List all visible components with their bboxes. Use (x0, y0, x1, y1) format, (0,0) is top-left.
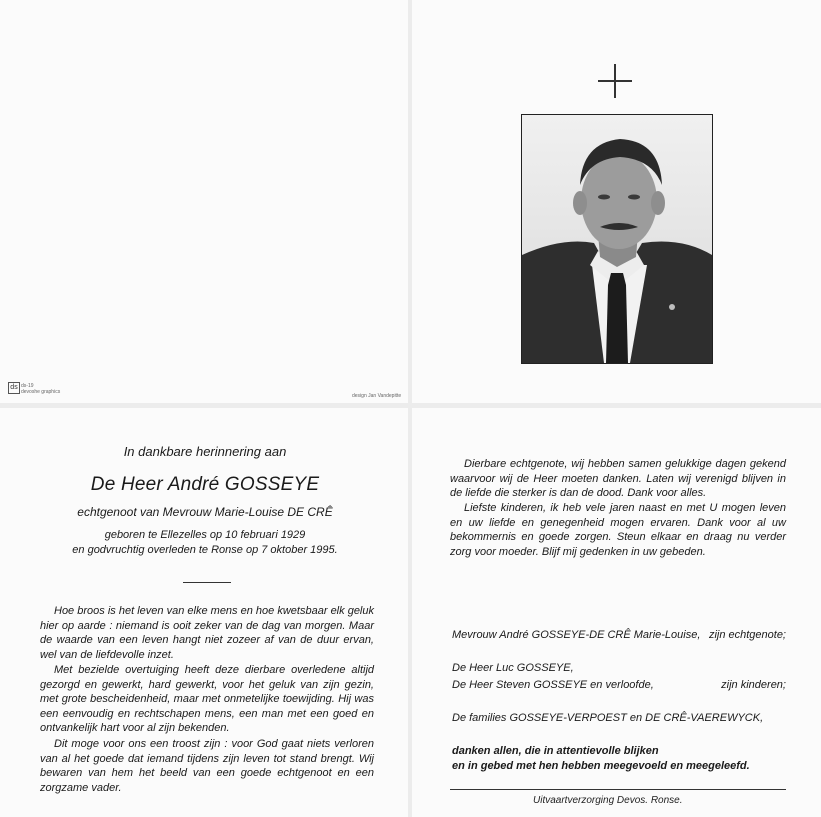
funeral-home: Uitvaartverzorging Devos. Ronse. (533, 795, 683, 806)
death-line: en godvruchtig overleden te Ronse op 7 oktober 1995. (72, 544, 338, 556)
wife-role: zijn echtgenote; (708, 629, 786, 641)
separator-line (450, 789, 786, 790)
memorial-paragraph: Dit moge voor ons een troost zijn : voor God gaat niets verloren van al het goede dat iemand tijdens zijn leven tot stand brengt. Wij bewaren van hem het beeld van een goede echtgenoot en een zorgzame vader. (40, 738, 374, 794)
design-credit: design Jan Vandepitte (352, 393, 402, 399)
farewell-paragraph: Liefste kinderen, ik heb vele jaren naast en met U mogen leven en uw liefde en genegenheid mogen ervaren. Dank voor al uw bekommernis en goede zorgen. Steun elkaar en draag nu verder zorg voor moeder. Blijf mij gedenken in uw gebeden. (450, 502, 786, 558)
families-names: De families GOSSEYE-VERPOEST en DE CRÊ-VAEREWYCK, (452, 712, 764, 724)
printer-logo-icon: ds (8, 382, 20, 394)
child-name: De Heer Luc GOSSEYE, (452, 662, 574, 674)
spouse-line: echtgenoot van Mevrouw Marie-Louise DE CRÊ (77, 505, 333, 519)
birth-line: geboren te Ellezelles op 10 februari 1929 (104, 529, 306, 541)
cross-icon (598, 64, 632, 98)
printer-imprint-line1: ds-19 (21, 383, 34, 389)
memorial-heading: In dankbare herinnering aan (123, 444, 287, 459)
memorial-paragraph: Met bezielde overtuiging heeft deze dierbare overledene altijd gezorgd en gewerkt, hard gewerkt, voor het geluk van zijn gezin, met grote bescheidenheid, maar met onmetelijke toewijding. Hij was een eenvoudig en rechtschapen mens, een man met een goed en ontvankelijk hart voor al zijn bekenden. (40, 664, 374, 735)
portrait-photo (521, 114, 713, 364)
child-name: De Heer Steven GOSSEYE en verloofde, (452, 679, 654, 691)
family-row-child (452, 678, 786, 692)
printer-imprint-line2: devoshe graphics (21, 389, 61, 395)
thanks-line: danken allen, die in attentievolle blijken (452, 745, 659, 757)
wife-name: Mevrouw André GOSSEYE-DE CRÊ Marie-Louise, (452, 629, 701, 641)
memorial-paragraph: Hoe broos is het leven van elke mens en hoe kwetsbaar elk geluk hier op aarde : niemand is ooit zeker van de dag van morgen. Maar de waarde van een leven hangt niet zozeer af van de duur ervan, wel van de liefdevolle inzet. (40, 605, 374, 661)
children-role: zijn kinderen; (721, 679, 786, 691)
vertical-fold (408, 0, 412, 817)
separator-line (183, 582, 231, 583)
family-row-child (452, 661, 786, 675)
farewell-paragraph: Dierbare echtgenote, wij hebben samen gelukkige dagen gekend waarvoor wij de Heer moeten danken. Laten wij verenigd blijven in de liefde die sterker is dan de dood. Dank voor alles. (450, 458, 786, 500)
family-row-wife (452, 628, 786, 642)
back-cover-panel (0, 0, 408, 403)
portrait-image (522, 115, 712, 363)
family-row-families (452, 711, 786, 725)
deceased-name: De Heer André GOSSEYE (90, 474, 320, 495)
horizontal-fold (0, 403, 821, 408)
thanks-line: en in gebed met hen hebben meegevoeld en meegeleefd. (452, 760, 750, 772)
